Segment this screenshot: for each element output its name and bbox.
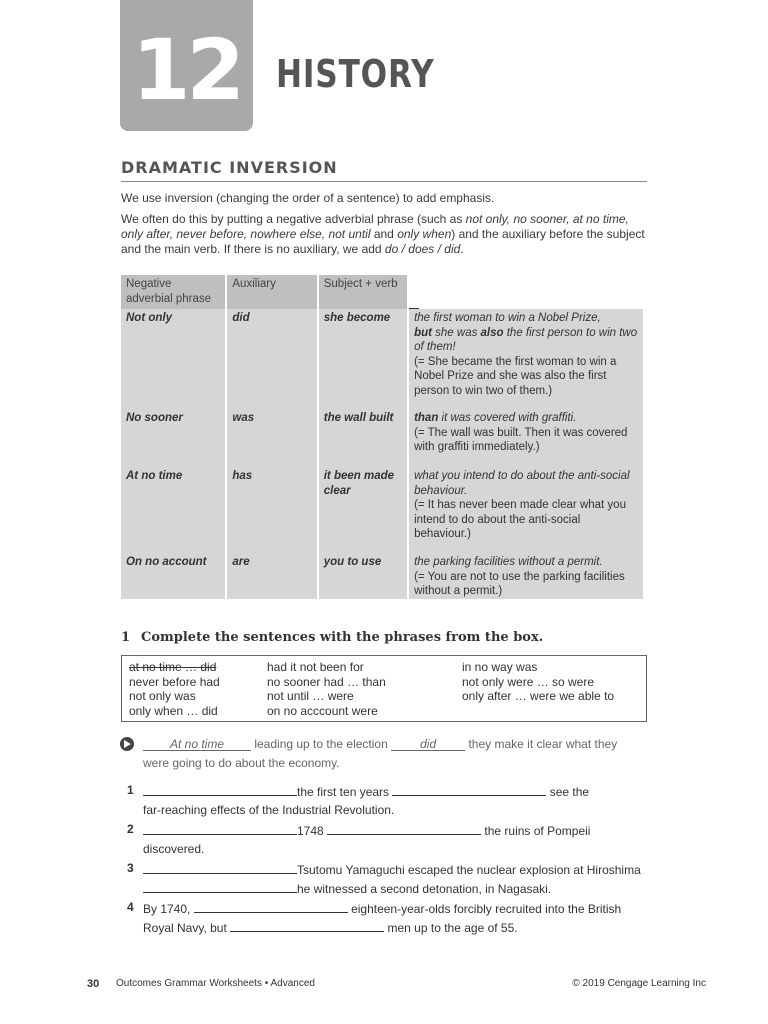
table-row: [121, 467, 643, 553]
cell-phrase: Not only: [121, 309, 225, 409]
intro-examples: only when: [397, 227, 452, 241]
question-text: the ruins of Pompeii: [484, 824, 591, 838]
example-gloss: (= It has never been made clear what you intend to do about the anti-social behaviour.): [414, 499, 626, 540]
question-4-line-1: [143, 900, 621, 917]
header-auxiliary: Auxiliary: [227, 275, 316, 309]
exercise-number: 1: [121, 630, 131, 645]
example-line-2: were going to do about the economy.: [143, 756, 340, 770]
phrase-column-2: [267, 660, 386, 718]
question-text: 1748: [297, 824, 324, 838]
question-text: he witnessed a second detonation, in Nagasaki.: [297, 882, 552, 896]
example-text: she was: [431, 326, 481, 339]
cell-auxiliary: has: [227, 467, 316, 553]
phrase-column-1: [129, 660, 220, 718]
cell-subject: it been made clear: [319, 467, 407, 553]
intro-examples: not only, no sooner, at no time, only after, never before, nowhere else, not until: [121, 212, 629, 241]
header-empty: [409, 275, 419, 309]
question-2-line-1: [143, 822, 590, 839]
question-text: By 1740,: [143, 902, 191, 916]
cell-phrase: On no account: [121, 553, 225, 599]
grammar-table: [119, 275, 645, 599]
example-text: the first woman to win a Nobel Prize,: [414, 312, 601, 324]
example-gloss: (= She became the first woman to win a Nobel Prize and she was also the first person to win two of them.): [414, 355, 617, 397]
question-number: 2: [127, 822, 134, 836]
question-text: Royal Navy, but: [143, 921, 227, 935]
phrase-item: never before had: [129, 674, 220, 689]
intro-text: and: [370, 227, 398, 241]
question-number: 1: [127, 783, 134, 797]
cell-example: [409, 409, 643, 467]
example-gloss: (= The wall was built. Then it was covered with graffiti immediately.): [414, 426, 628, 453]
answer-blank[interactable]: [143, 880, 297, 893]
intro-text: We often do this by putting a negative adverbial phrase (such as: [121, 212, 466, 226]
question-text: Tsutomu Yamaguchi escaped the nuclear explosion at Hiroshima: [297, 863, 641, 877]
phrase-item: not until … were: [267, 689, 354, 703]
question-1-line-1: [143, 783, 589, 800]
phrase-item: no sooner had … than: [267, 674, 386, 689]
example-text: they make it clear what they: [468, 737, 618, 751]
intro-text: .: [460, 242, 464, 256]
cell-example: [409, 553, 643, 599]
table-row: [121, 309, 643, 409]
header-subject-verb: Subject + verb: [319, 275, 407, 309]
unit-number: 12: [132, 21, 241, 119]
table-row: [121, 409, 643, 467]
answer-blank[interactable]: [392, 783, 546, 796]
copyright: © 2019 Cengage Learning Inc: [572, 978, 706, 989]
phrase-box: [121, 655, 647, 722]
exercise-heading: [121, 630, 543, 645]
example-text: what you intend to do about the anti-social behaviour.: [414, 470, 630, 497]
cell-example: [409, 309, 643, 409]
example-emphasis: than: [414, 412, 439, 424]
page-number: 30: [87, 978, 100, 990]
unit-number-block: [120, 0, 253, 131]
example-emphasis: but: [414, 326, 432, 339]
answer-blank[interactable]: [143, 822, 297, 835]
intro-paragraph-2: [121, 212, 647, 257]
question-2-line-2: discovered.: [143, 842, 205, 856]
footer-title: Outcomes Grammar Worksheets • Advanced: [116, 978, 315, 989]
intro-paragraph-1: We use inversion (changing the order of a sentence) to add emphasis.: [121, 191, 495, 205]
example-text: it was covered with graffiti.: [438, 412, 577, 424]
example-text: leading up to the election: [254, 737, 388, 751]
section-heading: DRAMATIC INVERSION: [121, 158, 647, 182]
example-gloss: (= You are not to use the parking facilities without a permit.): [414, 570, 625, 597]
cell-subject: the wall built: [319, 409, 407, 467]
cell-subject: she become: [319, 309, 407, 409]
phrase-item: not only were … so were: [462, 674, 595, 689]
cell-auxiliary: did: [227, 309, 316, 409]
cell-auxiliary: was: [227, 409, 316, 467]
header-phrase: Negative adverbial phrase: [121, 275, 225, 309]
table-row: [121, 553, 643, 599]
phrase-item: on no acccount were: [267, 703, 378, 718]
answer-blank[interactable]: [327, 822, 481, 835]
phrase-item: only after … were we able to: [462, 689, 615, 703]
question-4-line-2: [143, 919, 518, 936]
phrase-item: had it not been for: [267, 660, 364, 674]
question-text: see the: [549, 785, 590, 799]
phrase-item: only when … did: [129, 703, 218, 718]
answer-blank[interactable]: [230, 919, 384, 932]
cell-auxiliary: are: [227, 553, 316, 599]
table-header-row: [121, 275, 643, 309]
cell-example: [409, 467, 643, 553]
phrase-item: not only was: [129, 689, 196, 703]
question-number: 4: [127, 900, 134, 914]
question-number: 3: [127, 861, 134, 875]
question-text: eighteen-year-olds forcibly recruited into the British: [351, 902, 622, 916]
question-3-line-2: [143, 880, 551, 897]
phrase-item-used: at no time … did: [129, 660, 217, 674]
answer-blank[interactable]: [143, 861, 297, 874]
question-3-line-1: [143, 861, 641, 878]
answer-blank[interactable]: [194, 900, 348, 913]
question-1-line-2: far-reaching effects of the Industrial Revolution.: [143, 803, 395, 817]
question-text: the first ten years: [297, 785, 390, 799]
cell-phrase: No sooner: [121, 409, 225, 467]
example-arrow-icon: [120, 737, 134, 751]
phrase-column-3: [462, 660, 614, 704]
example-emphasis: also: [480, 326, 504, 339]
cell-subject: you to use: [319, 553, 407, 599]
intro-examples: do / does / did: [384, 242, 461, 256]
example-line-1: [143, 737, 617, 752]
example-text: the first person to win two of them!: [414, 326, 638, 353]
example-answer-1[interactable]: At no time: [143, 737, 251, 751]
example-answer-2[interactable]: did: [391, 737, 465, 751]
answer-blank[interactable]: [143, 783, 297, 796]
phrase-item: in no way was: [462, 660, 538, 674]
intro-text: ) and the auxiliary before the subject and the main verb. If there is no auxiliary, we add: [121, 227, 645, 256]
cell-phrase: At no time: [121, 467, 225, 553]
exercise-instruction: Complete the sentences with the phrases from the box.: [141, 630, 544, 645]
unit-title: HISTORY: [276, 52, 435, 96]
example-text: the parking facilities without a permit.: [414, 556, 603, 568]
question-text: men up to the age of 55.: [387, 921, 518, 935]
